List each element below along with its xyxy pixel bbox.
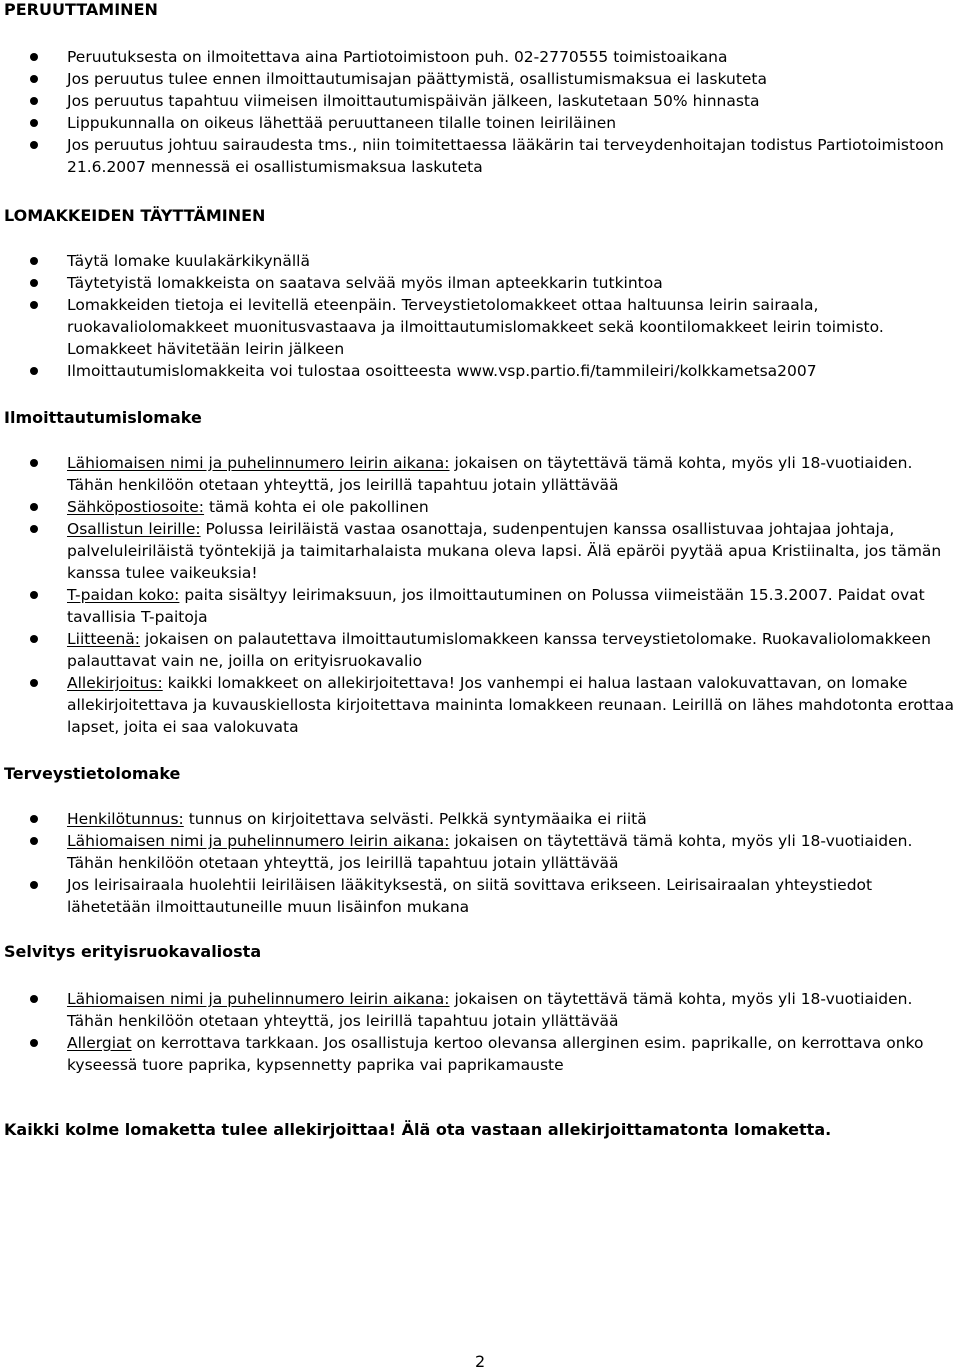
list-item: Lomakkeiden tietoja ei levitellä eteenpäin. Terveystietolomakkeet ottaa haltuunsa leirin sairaala, ruokavaliolomakkeet muonitusvastaava ja ilmoittautumislomakkeet sekä koontilomakkeet leirin toimisto. Lomakkeet hävitetään leirin jälkeen: [0, 294, 960, 360]
field-label: Allergiat: [67, 1034, 132, 1052]
bullet-icon: [30, 995, 38, 1003]
bullet-list-terveystietolomake: [0, 808, 960, 918]
list-item: [0, 360, 960, 382]
bullet-icon: [30, 97, 38, 105]
bullet-icon: [30, 367, 38, 375]
field-label: Osallistun leirille:: [67, 520, 201, 538]
list-item: Lähiomaisen nimi ja puhelinnumero leirin aikana: jokaisen on täytettävä tämä kohta, myös yli 18-vuotiaiden. Tähän henkilöön otetaan yhteyttä, jos leirillä tapahtuu jotain yllättävää: [0, 988, 960, 1032]
signature-reminder: Kaikki kolme lomaketta tulee allekirjoittaa! Älä ota vastaan allekirjoittamatonta lomaketta.: [4, 1120, 832, 1139]
bullet-icon: [30, 679, 38, 687]
bullet-icon: [30, 459, 38, 467]
list-item: Liitteenä: jokaisen on palautettava ilmoittautumislomakkeen kanssa terveystietolomake. Ruokavaliolomakkeen palauttavat vain ne, joilla on erityisruokavalio: [0, 628, 960, 672]
field-label: Lähiomaisen nimi ja puhelinnumero leirin aikana:: [67, 990, 450, 1008]
bullet-icon: [30, 635, 38, 643]
list-item: Peruutuksesta on ilmoitettava aina Partiotoimistoon puh. 02-2770555 toimistoaikana: [0, 46, 960, 68]
bullet-icon: [30, 525, 38, 533]
list-item: Lähiomaisen nimi ja puhelinnumero leirin aikana: jokaisen on täytettävä tämä kohta, myös yli 18-vuotiaiden. Tähän henkilöön otetaan yhteyttä, jos leirillä tapahtuu jotain yllättävää: [0, 452, 960, 496]
list-item: T-paidan koko: paita sisältyy leirimaksuun, jos ilmoittautuminen on Polussa viimeistään 15.3.2007. Paidat ovat tavallisia T-paitoja: [0, 584, 960, 628]
list-item: Jos peruutus tulee ennen ilmoittautumisajan päättymistä, osallistumismaksua ei laskuteta: [0, 68, 960, 90]
field-label: Henkilötunnus:: [67, 810, 184, 828]
field-label: Allekirjoitus:: [67, 674, 163, 692]
list-item: Allergiat on kerrottava tarkkaan. Jos osallistuja kertoo olevansa allerginen esim. paprikalle, on kerrottava onko kyseessä tuore paprika, kypsennetty paprika vai paprikamauste: [0, 1032, 960, 1076]
bullet-icon: [30, 279, 38, 287]
list-item: Henkilötunnus: tunnus on kirjoitettava selvästi. Pelkkä syntymäaika ei riitä: [0, 808, 960, 830]
bullet-list-peruuttaminen: [0, 46, 960, 178]
field-label: Lähiomaisen nimi ja puhelinnumero leirin aikana:: [67, 832, 450, 850]
list-item: Jos peruutus tapahtuu viimeisen ilmoittautumispäivän jälkeen, laskutetaan 50% hinnasta: [0, 90, 960, 112]
list-item: Allekirjoitus: kaikki lomakkeet on allekirjoitettava! Jos vanhempi ei halua lastaan valokuvattavan, on lomake allekirjoitettava ja kuvauskiellosta kirjoitettava maininta lomakkeen reunaan. Leirillä on lähes mahdotonta erottaa lapset, joita ei saa valokuvata: [0, 672, 960, 738]
page-number: 2: [475, 1352, 486, 1371]
bullet-icon: [30, 503, 38, 511]
bullet-icon: [30, 53, 38, 61]
section-heading-erityisruokavalio: Selvitys erityisruokavaliosta: [4, 942, 262, 961]
list-item: Jos peruutus johtuu sairaudesta tms., niin toimitettaessa lääkärin tai terveydenhoitajan todistus Partiotoimistoon 21.6.2007 mennessä ei osallistumismaksua laskuteta: [0, 134, 960, 178]
section-heading-terveystietolomake: Terveystietolomake: [4, 764, 181, 783]
list-item: Täytetyistä lomakkeista on saatava selvää myös ilman apteekkarin tutkintoa: [0, 272, 960, 294]
bullet-icon: [30, 881, 38, 889]
bullet-icon: [30, 119, 38, 127]
field-label: Sähköpostiosoite:: [67, 498, 205, 516]
bullet-icon: [30, 75, 38, 83]
bullet-icon: [30, 301, 38, 309]
bullet-icon: [30, 257, 38, 265]
list-item: Sähköpostiosoite: tämä kohta ei ole pakollinen: [0, 496, 960, 518]
bullet-icon: [30, 815, 38, 823]
field-label: Liitteenä:: [67, 630, 141, 648]
list-item: Jos leirisairaala huolehtii leiriläisen lääkityksestä, on siitä sovittava erikseen. Leirisairaalan yhteystiedot lähetetään ilmoittautuneille muun lisäinfon mukana: [0, 874, 960, 918]
section-heading-ilmoittautumislomake: Ilmoittautumislomake: [4, 408, 202, 427]
field-label: Lähiomaisen nimi ja puhelinnumero leirin aikana:: [67, 454, 450, 472]
bullet-icon: [30, 591, 38, 599]
url-text: Ilmoittautumislomakkeita voi tulostaa osoitteesta www.vsp.partio.fi/tammileiri/kolkkametsa2007: [67, 362, 817, 380]
bullet-icon: [30, 1039, 38, 1047]
section-heading-lomakkeiden-tayttaminen: LOMAKKEIDEN TÄYTTÄMINEN: [4, 206, 266, 225]
list-item: Lippukunnalla on oikeus lähettää peruuttaneen tilalle toinen leiriläinen: [0, 112, 960, 134]
bullet-list-ilmoittautumislomake: [0, 452, 960, 738]
section-heading-peruuttaminen: PERUUTTAMINEN: [4, 0, 158, 19]
bullet-list-erityisruokavalio: [0, 988, 960, 1076]
bullet-icon: [30, 837, 38, 845]
list-item: Osallistun leirille: Polussa leiriläistä vastaa osanottaja, sudenpentujen kanssa osallistuvaa johtajaa johtaja, palveluleiriläistä työntekijä ja taimitarhalaista mukana oleva lapsi. Älä epäröi pyytää apua Kristiinalta, jos tämän kanssa tulee vaikeuksia!: [0, 518, 960, 584]
field-label: T-paidan koko:: [67, 586, 180, 604]
bullet-icon: [30, 141, 38, 149]
list-item: Täytä lomake kuulakärkikynällä: [0, 250, 960, 272]
list-item: Lähiomaisen nimi ja puhelinnumero leirin aikana: jokaisen on täytettävä tämä kohta, myös yli 18-vuotiaiden. Tähän henkilöön otetaan yhteyttä, jos leirillä tapahtuu jotain yllättävää: [0, 830, 960, 874]
bullet-list-lomakkeiden-tayttaminen: [0, 250, 960, 382]
